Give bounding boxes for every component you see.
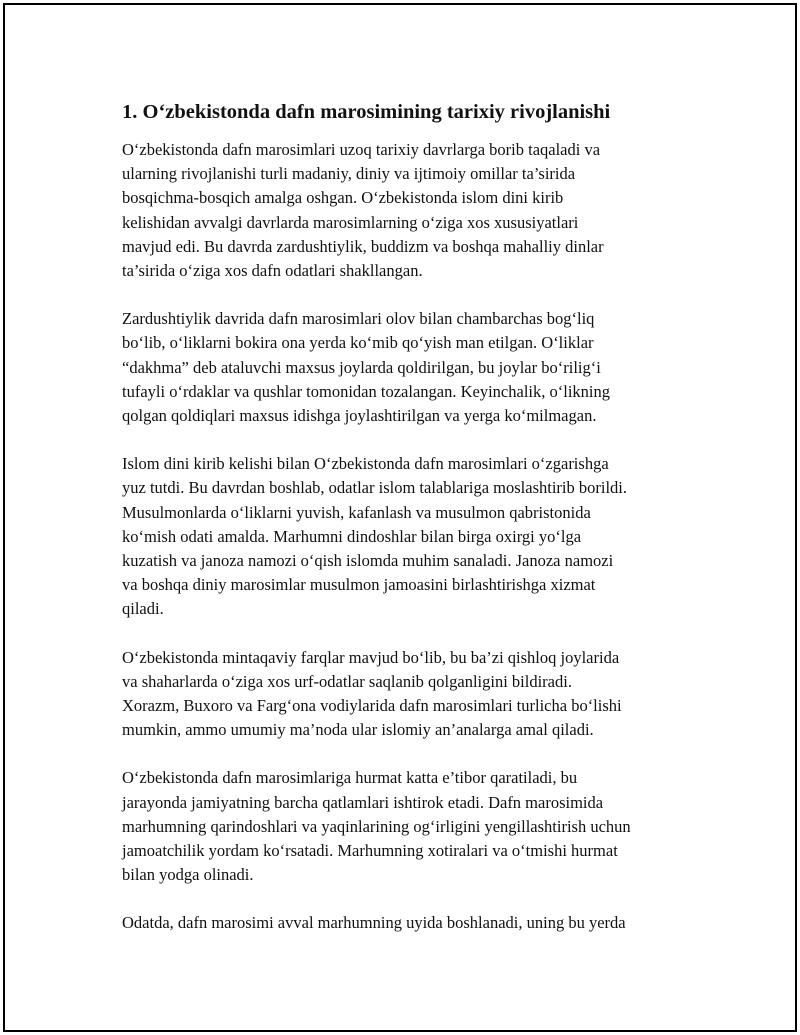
paragraph-2: Zardushtiylik davrida dafn marosimlari olov bilan chambarchas bog‘liq bo‘lib, o‘liklarni bokira ona yerda ko‘mib qo‘yish man etilgan. O‘liklar “dakhma” deb ataluvchi maxsus joylarda qoldirilgan, bu joylar bo‘rilig‘i tufayli o‘rdaklar va qushlar tomonidan tozalangan. Keyinchalik, o‘likning qolgan qoldiqlari maxsus idishga joylashtirilgan va yerga ko‘milmagan. — [122, 309, 610, 426]
document-body — [122, 98, 690, 960]
paragraph-4: O‘zbekistonda mintaqaviy farqlar mavjud bo‘lib, bu ba’zi qishloq joylarida va shaharlarda o‘ziga xos urf-odatlar saqlanib qolganligini bildiradi. Xorazm, Buxoro va Farg‘ona vodiylarida dafn marosimlari turlicha bo‘lishi mumkin, ammo umumiy ma’noda ular islomiy an’analarga amal qiladi. — [122, 647, 622, 740]
paragraph-5: O‘zbekistonda dafn marosimlariga hurmat katta e’tibor qaratiladi, bu jarayonda jamiyatning barcha qatlamlari ishtirok etadi. Dafn marosimida marhumning qarindoshlari va yaqinlarining og‘irligini yengillashtirish uchun jamoatchilik yordam ko‘rsatadi. Marhumning xotiralari va o‘tmishi hurmat bilan yodga olinadi. — [122, 768, 631, 885]
paragraph-1: O‘zbekistonda dafn marosimlari uzoq tarixiy davrlarga borib taqaladi va ularning rivojlanishi turli madaniy, diniy va ijtimoiy omillar ta’sirida bosqichma-bosqich amalga oshgan. O‘zbekistonda islom dini kirib kelishidan avvalgi davrlarda marosimlarning o‘ziga xos xususiyatlari mavjud edi. Bu davrda zardushtiylik, buddizm va boshqa mahalliy dinlar ta’sirida o‘ziga xos dafn odatlari shakllangan. — [122, 140, 604, 281]
paragraph-3: Islom dini kirib kelishi bilan O‘zbekistonda dafn marosimlari o‘zgarishga yuz tutdi. Bu davrdan boshlab, odatlar islom talablariga moslashtirib borildi. Musulmonlarda o‘liklarni yuvish, kafanlash va musulmon qabristonida ko‘mish odati amalda. Marhumni dindoshlar bilan birga oxirgi yo‘lga kuzatish va janoza namozi o‘qish islomda muhim sanaladi. Janoza namozi va boshqa diniy marosimlar musulmon jamoasini birlashtirishga xizmat qiladi. — [122, 454, 627, 619]
section-heading: 1. O‘zbekistonda dafn marosimining tarixiy rivojlanishi — [122, 101, 611, 123]
page — [3, 3, 797, 1032]
paragraph-6: Odatda, dafn marosimi avval marhumning uyida boshlanadi, uning bu yerda — [122, 913, 626, 933]
